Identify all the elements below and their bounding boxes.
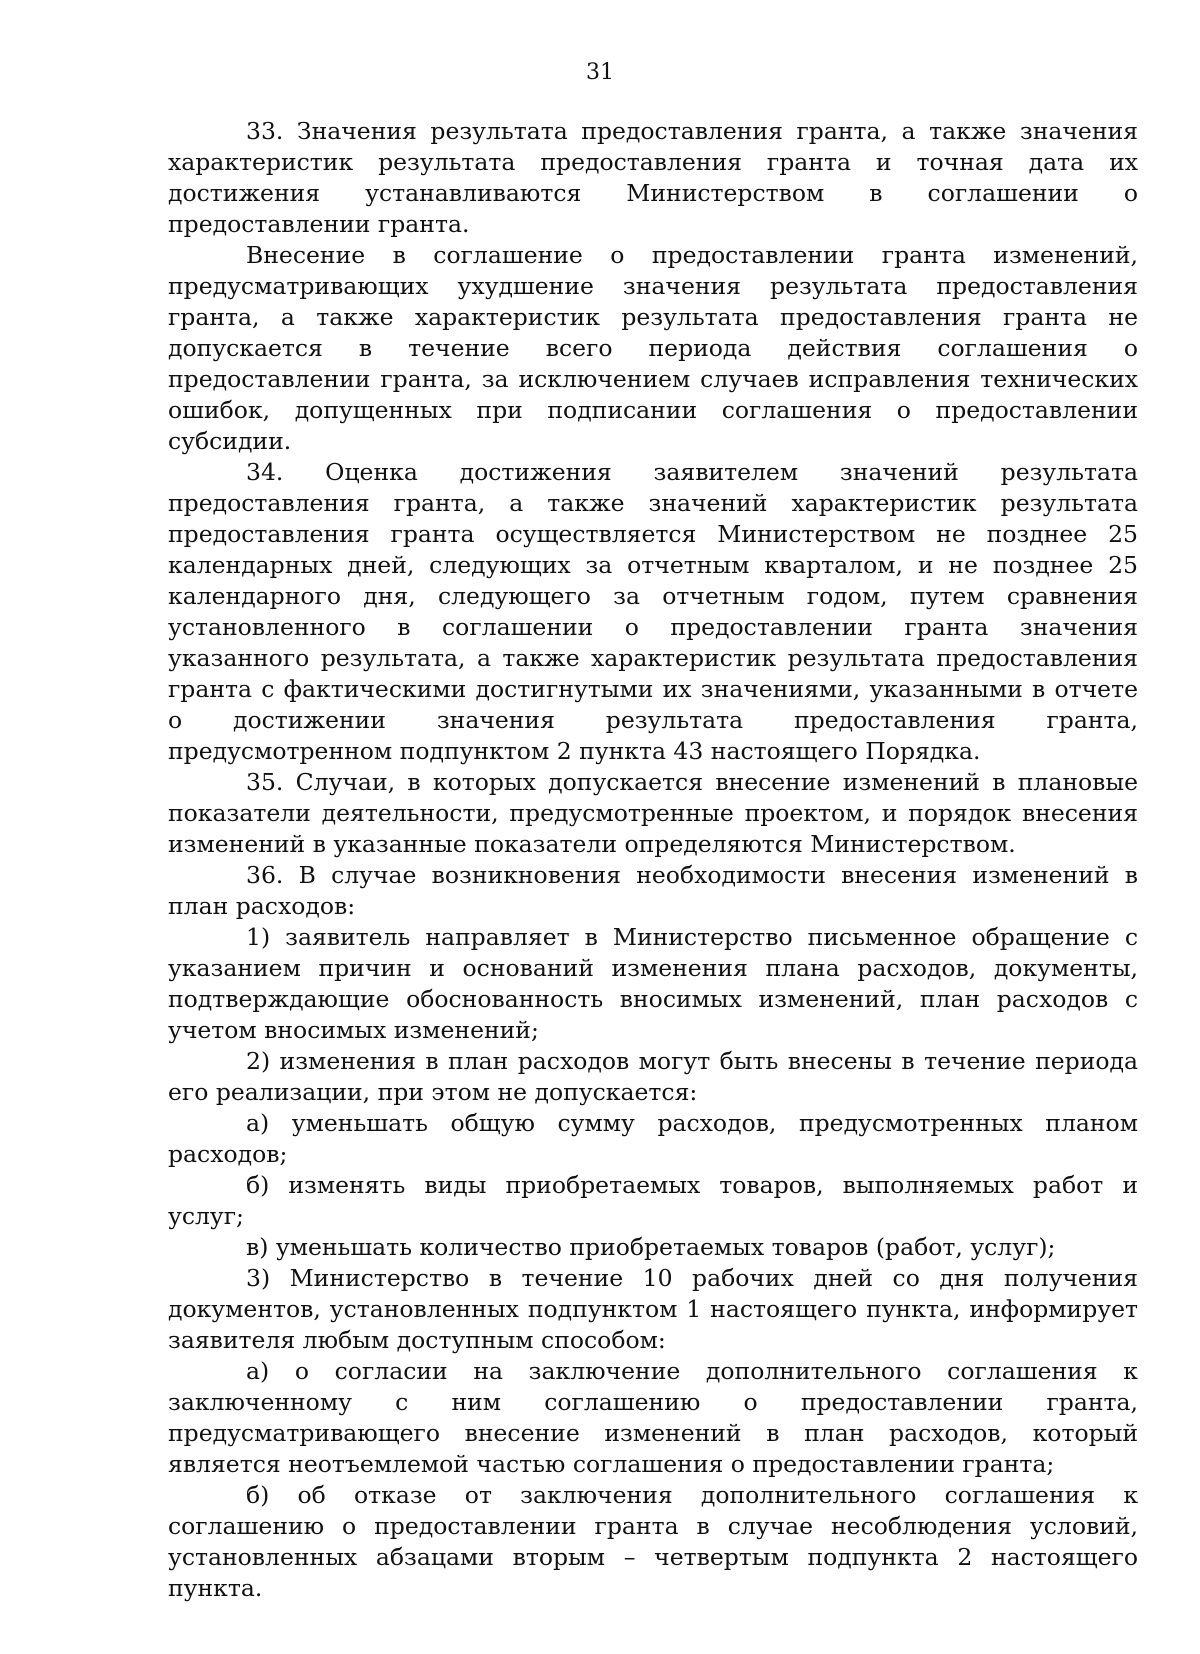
- paragraph-34: 34. Оценка достижения заявителем значений результата предоставления гранта, а также значений характеристик результата предоставления гранта осуществляется Министерством не позднее 25 календарных дней, следующих за отчетным кварталом, и не позднее 25 календарного дня, следующего за отчетным годом, путем сравнения установленного в соглашении о предоставлении гранта значения указанного результата, а также характеристик результата предоставления гранта с фактическими достигнутыми их значениями, указанными в отчете о достижении значения результата предоставления гранта, предусмотренном подпунктом 2 пункта 43 настоящего Порядка.: [168, 458, 1138, 765]
- paragraph-35: 35. Случаи, в которых допускается внесение изменений в плановые показатели деятельности, предусмотренные проектом, и порядок внесения изменений в указанные показатели определяются Министерством.: [168, 768, 1138, 858]
- subitem-3: 3) Министерство в течение 10 рабочих дней со дня получения документов, установленных подпунктом 1 настоящего пункта, информирует заявителя любым доступным способом:: [168, 1264, 1138, 1354]
- subitem-1: 1) заявитель направляет в Министерство письменное обращение с указанием причин и оснований изменения плана расходов, документы, подтверждающие обоснованность вносимых изменений, план расходов с учетом вносимых изменений;: [168, 923, 1138, 1044]
- page-number: 31: [586, 60, 614, 85]
- paragraph-36: 36. В случае возникновения необходимости внесения изменений в план расходов:: [168, 861, 1138, 920]
- subitem-2-b: б) изменять виды приобретаемых товаров, выполняемых работ и услуг;: [168, 1171, 1138, 1230]
- subitem-2-v: в) уменьшать количество приобретаемых товаров (работ, услуг);: [246, 1233, 1056, 1261]
- paragraph-33-amendments: Внесение в соглашение о предоставлении гранта изменений, предусматривающих ухудшение значения результата предоставления гранта, а также характеристик результата предоставления гранта не допускается в течение всего периода действия соглашения о предоставлении гранта, за исключением случаев исправления технических ошибок, допущенных при подписании соглашения о предоставлении субсидии.: [168, 241, 1138, 455]
- subitem-3-a: а) о согласии на заключение дополнительного соглашения к заключенному с ним соглашению о предоставлении гранта, предусматривающего внесение изменений в план расходов, который является неотъемлемой частью соглашения о предоставлении гранта;: [168, 1357, 1138, 1478]
- document-body: [168, 116, 1138, 1604]
- paragraph-33: 33. Значения результата предоставления гранта, а также значения характеристик результата предоставления гранта и точная дата их достижения устанавливаются Министерством в соглашении о предоставлении гранта.: [168, 117, 1138, 238]
- subitem-2: 2) изменения в план расходов могут быть внесены в течение периода его реализации, при этом не допускается:: [168, 1047, 1138, 1106]
- subitem-3-b: б) об отказе от заключения дополнительного соглашения к соглашению о предоставлении гранта в случае несоблюдения условий, установленных абзацами вторым – четвертым подпункта 2 настоящего пункта.: [168, 1481, 1138, 1602]
- subitem-2-a: а) уменьшать общую сумму расходов, предусмотренных планом расходов;: [168, 1109, 1138, 1168]
